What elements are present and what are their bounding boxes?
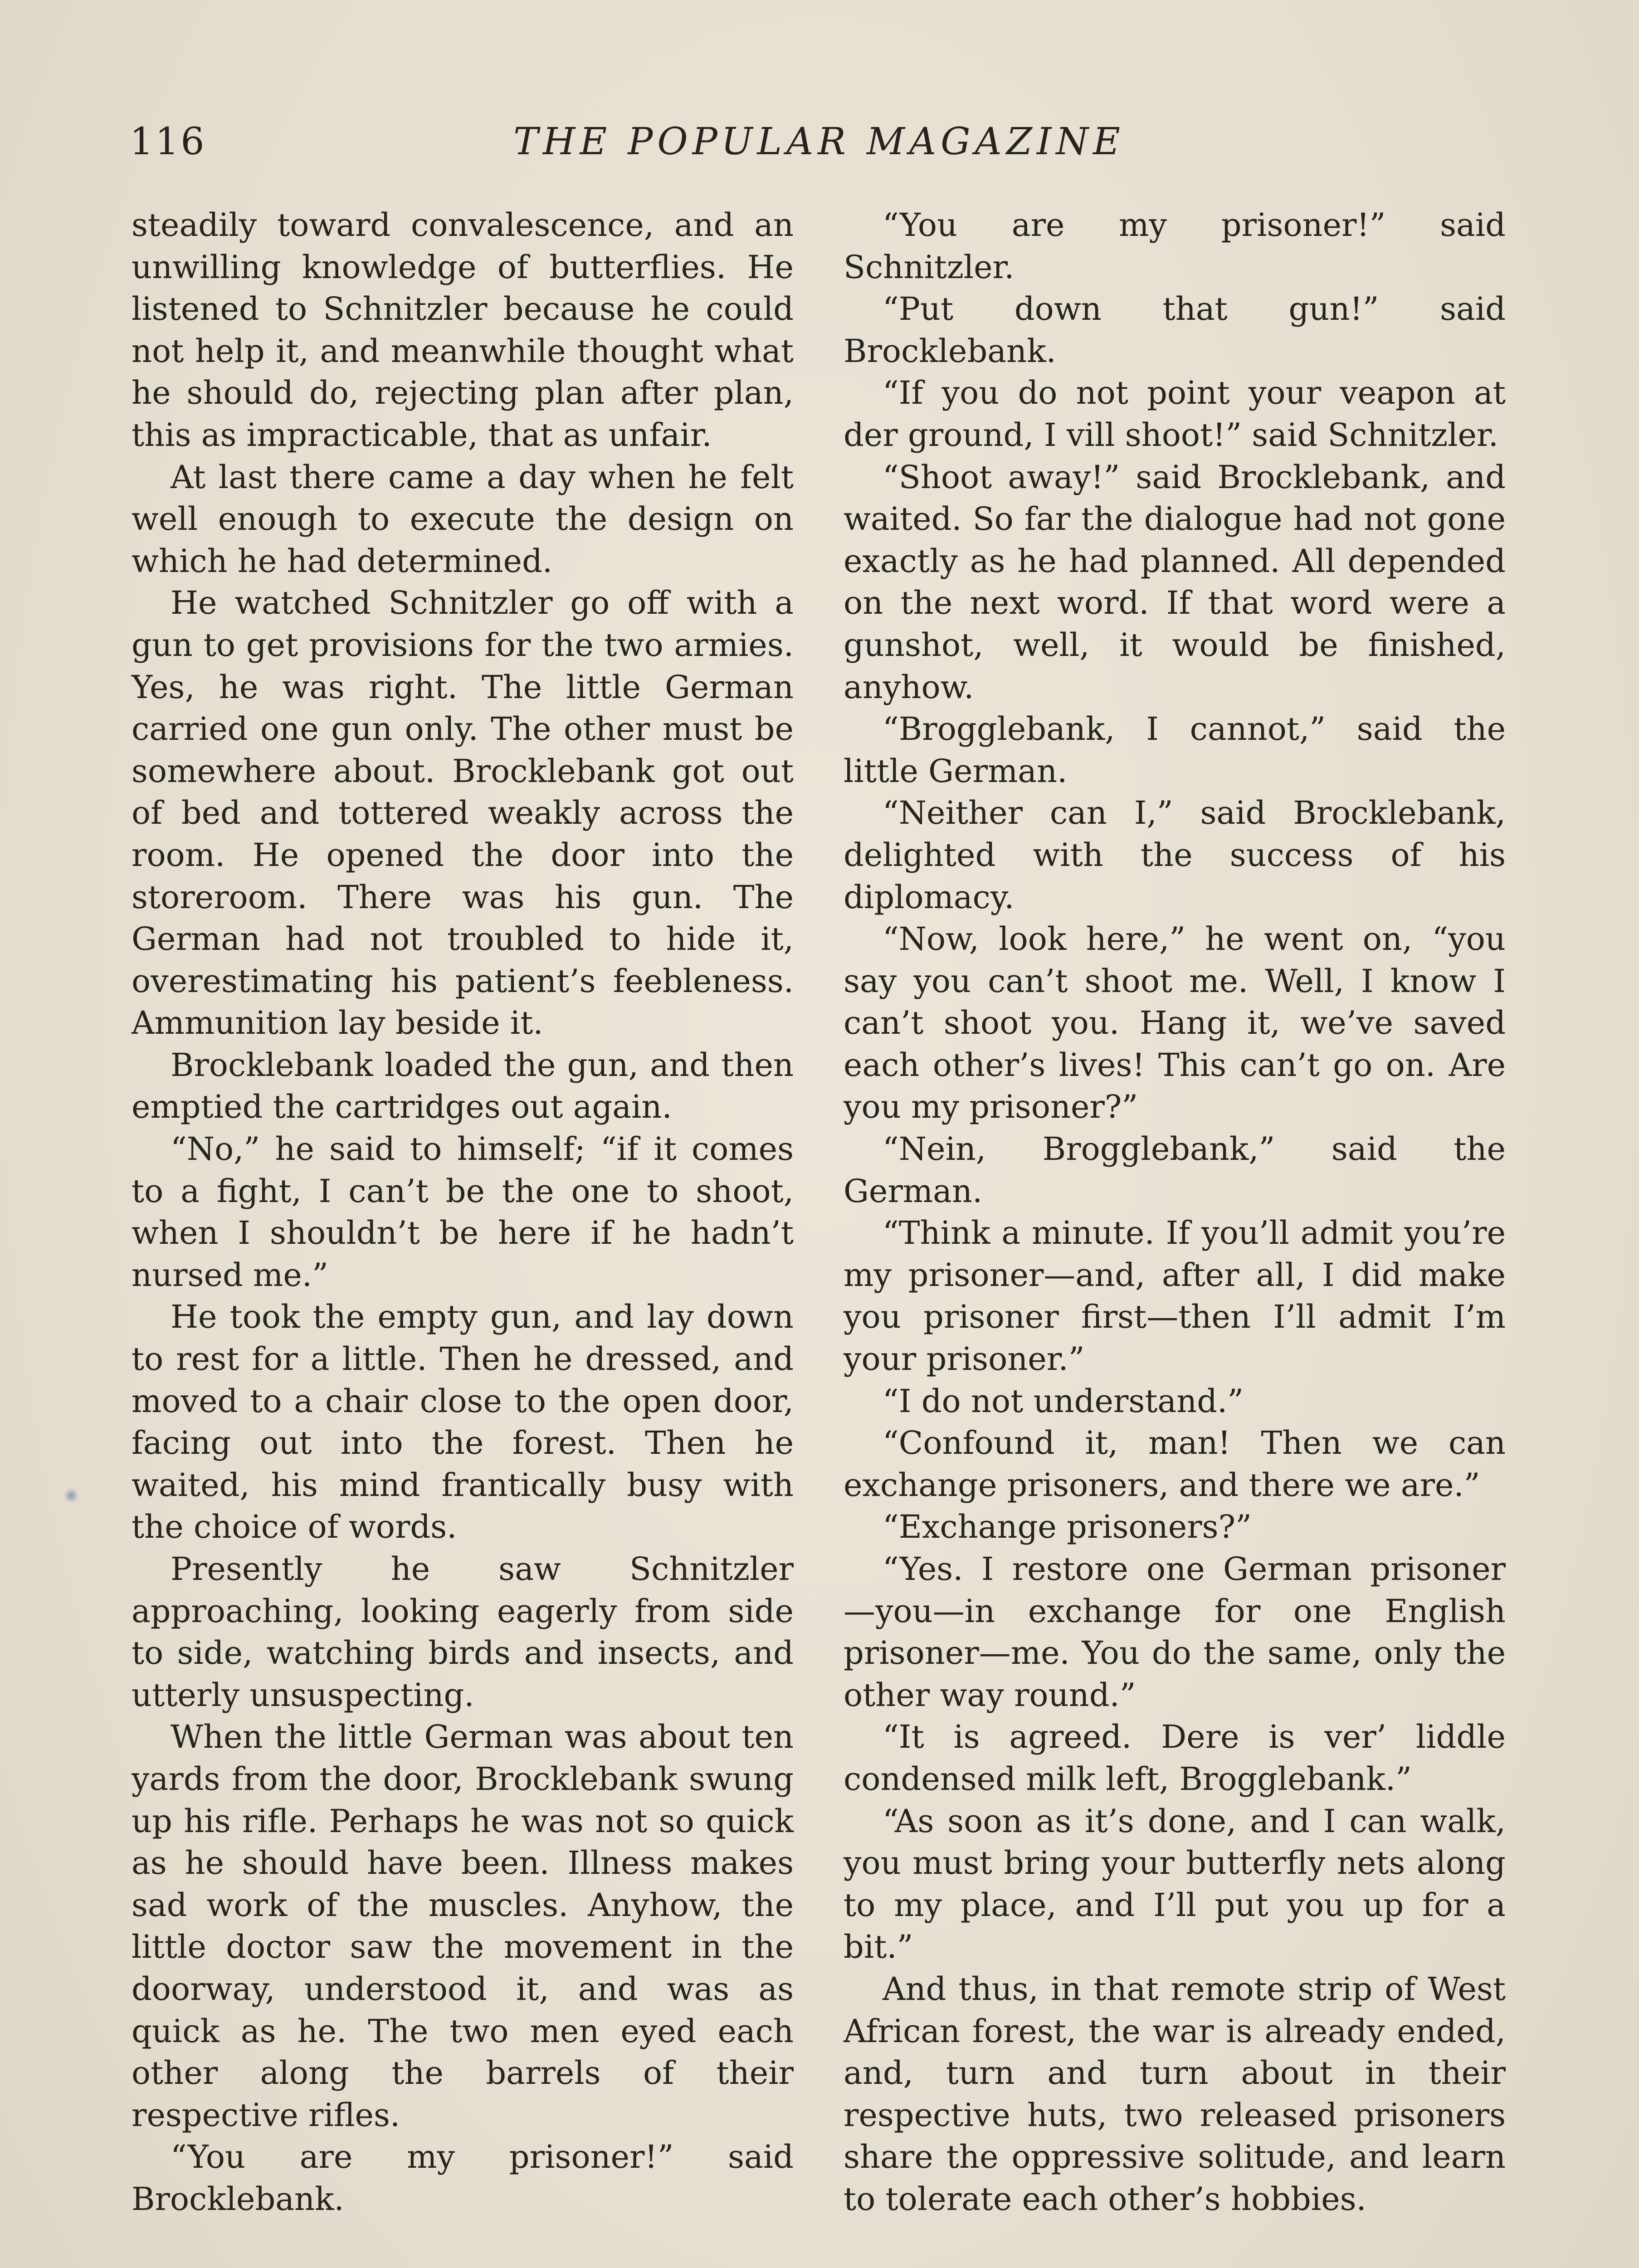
paragraph: When the little German was about ten yards from the door, Brocklebank swung up his rifle. Perhaps he was not so quick as he should have been. Illness makes sad work of the muscles. Anyhow, the little doctor saw the movement in the doorway, understood it, and was as quick as he. The two men eyed each other along the barrels of their respective rifles. [132, 1718, 794, 2134]
running-title: THE POPULAR MAGAZINE [513, 120, 1125, 163]
paragraph: “Now, look here,” he went on, “you say you can’t shoot me. Well, I know I can’t shoot you. Hang it, we’ve saved each other’s lives! This can’t go on. Are you my prisoner?” [844, 920, 1506, 1126]
ink-speck [63, 1488, 79, 1503]
paragraph: “As soon as it’s done, and I can walk, you must bring your butterfly nets along to my place, and I’ll put you up for a bit.” [844, 1802, 1506, 1966]
paragraph: He watched Schnitzler go off with a gun to get provisions for the two armies. Yes, he was right. The little German carried one gun only. The other must be somewhere about. Brocklebank got out of bed and tottered weakly across the room. He opened the door into the storeroom. There was his gun. The German had not troubled to hide it, overestimating his patient’s feebleness. Ammunition lay beside it. [132, 584, 794, 1042]
paragraph: “Put down that gun!” said Brocklebank. [844, 290, 1506, 370]
paragraph: Presently he saw Schnitzler approaching, looking eagerly from side to side, watching birds and insects, and utterly unsuspecting. [132, 1550, 794, 1714]
paragraph: “No,” he said to himself; “if it comes to a fight, I can’t be the one to shoot, when I shouldn’t be here if he hadn’t nursed me.” [132, 1130, 794, 1294]
left-column [132, 204, 794, 2220]
paragraph: “Neither can I,” said Brocklebank, delighted with the success of his diplomacy. [844, 794, 1506, 916]
paragraph: “I do not understand.” [883, 1382, 1244, 1420]
right-column [844, 204, 1506, 2220]
paragraph: “Shoot away!” said Brocklebank, and waited. So far the dialogue had not gone exactly as he had planned. All depended on the next word. If that word were a gunshot, well, it would be finished, anyhow. [844, 458, 1506, 706]
page-number: 116 [130, 120, 206, 163]
paragraph: “Yes. I restore one German prisoner —you—in exchange for one English prisoner—me. You do the same, only the other way round.” [844, 1550, 1506, 1714]
paragraph: Brocklebank loaded the gun, and then emptied the cartridges out again. [132, 1046, 794, 1126]
paragraph: “Think a minute. If you’ll admit you’re my prisoner—and, after all, I did make you prisoner first—then I’ll admit I’m your prisoner.” [844, 1214, 1506, 1378]
paragraph: “Brogglebank, I cannot,” said the little German. [844, 710, 1506, 790]
paragraph: “Exchange prisoners?” [883, 1508, 1252, 1546]
paragraph: “Nein, Brogglebank,” said the German. [844, 1130, 1506, 1210]
paragraph: “You are my prisoner!” said Schnitzler. [844, 206, 1506, 286]
paragraph: At last there came a day when he felt well enough to execute the design on which he had determined. [132, 458, 794, 580]
paragraph: “Confound it, man! Then we can exchange prisoners, and there we are.” [844, 1424, 1506, 1504]
paragraph: He took the empty gun, and lay down to rest for a little. Then he dressed, and moved to a chair close to the open door, facing out into the forest. Then he waited, his mind frantically busy with the choice of words. [132, 1298, 794, 1546]
paragraph: “If you do not point your veapon at der ground, I vill shoot!” said Schnitzler. [844, 374, 1506, 454]
paragraph: And thus, in that remote strip of West African forest, the war is already ended, and, turn and turn about in their respective huts, two released prisoners share the oppressive solitude, and learn to tolerate each other’s hobbies. [844, 1970, 1506, 2218]
paragraph: “You are my prisoner!” said Brocklebank. [132, 2138, 794, 2218]
paragraph: steadily toward convalescence, and an unwilling knowledge of butterflies. He listened to Schnitzler because he could not help it, and meanwhile thought what he should do, rejecting plan after plan, this as impracticable, that as unfair. [132, 206, 794, 454]
paragraph: “It is agreed. Dere is ver’ liddle condensed milk left, Brogglebank.” [844, 1718, 1506, 1798]
page-header [130, 120, 1508, 170]
